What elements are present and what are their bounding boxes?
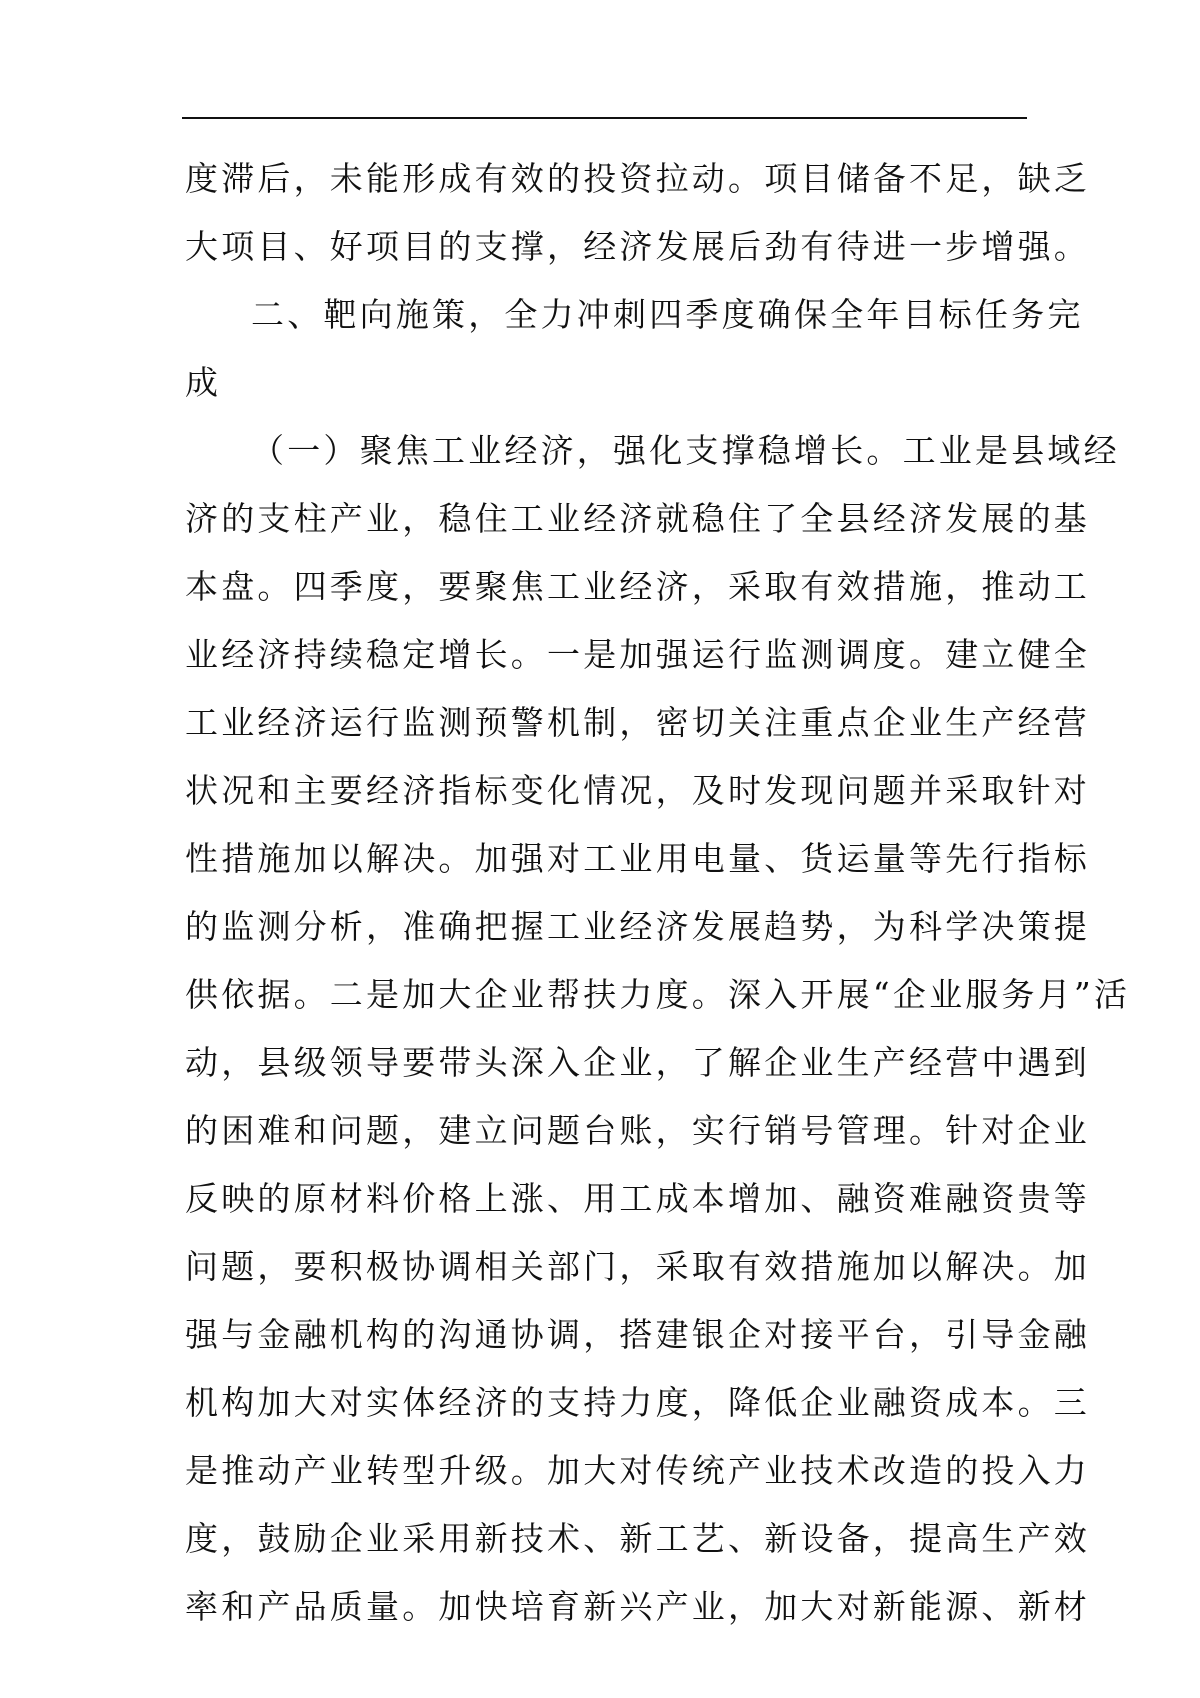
subsection-heading-line: （一）聚焦工业经济，强化支撑稳增长。工业是县域经 [251,431,1120,470]
body-line: 工业经济运行监测预警机制，密切关注重点企业生产经营 [185,703,1090,742]
body-line: 的困难和问题，建立问题台账，实行销号管理。针对企业 [185,1111,1090,1150]
body-line: 的监测分析，准确把握工业经济发展趋势，为科学决策提 [185,907,1090,946]
body-line: 业经济持续稳定增长。一是加强运行监测调度。建立健全 [185,635,1090,674]
body-line: 问题，要积极协调相关部门，采取有效措施加以解决。加 [185,1247,1090,1286]
body-line: 性措施加以解决。加强对工业用电量、货运量等先行指标 [185,839,1090,878]
body-line: 是推动产业转型升级。加大对传统产业技术改造的投入力 [185,1451,1090,1490]
body-line: 供依据。二是加大企业帮扶力度。深入开展“企业服务月”活 [185,975,1131,1014]
body-line: 机构加大对实体经济的支持力度，降低企业融资成本。三 [185,1383,1090,1422]
header-rule [182,117,1027,119]
body-line: 度，鼓励企业采用新技术、新工艺、新设备，提高生产效 [185,1519,1090,1558]
body-line: 动，县级领导要带头深入企业，了解企业生产经营中遇到 [185,1043,1090,1082]
document-body [185,145,1131,1641]
body-line: 大项目、好项目的支撑，经济发展后劲有待进一步增强。 [185,227,1090,266]
body-line: 反映的原材料价格上涨、用工成本增加、融资难融资贵等 [185,1179,1090,1218]
body-line: 状况和主要经济指标变化情况，及时发现问题并采取针对 [185,771,1090,810]
body-line: 强与金融机构的沟通协调，搭建银企对接平台，引导金融 [185,1315,1090,1354]
body-line: 本盘。四季度，要聚焦工业经济，采取有效措施，推动工 [185,567,1090,606]
body-line: 济的支柱产业，稳住工业经济就稳住了全县经济发展的基 [185,499,1090,538]
body-line: 率和产品质量。加快培育新兴产业，加大对新能源、新材 [185,1587,1090,1626]
body-line: 度滞后，未能形成有效的投资拉动。项目储备不足，缺乏 [185,159,1090,198]
section-heading-line: 二、靶向施策，全力冲刺四季度确保全年目标任务完 [251,295,1084,334]
section-heading-line: 成 [185,363,222,402]
